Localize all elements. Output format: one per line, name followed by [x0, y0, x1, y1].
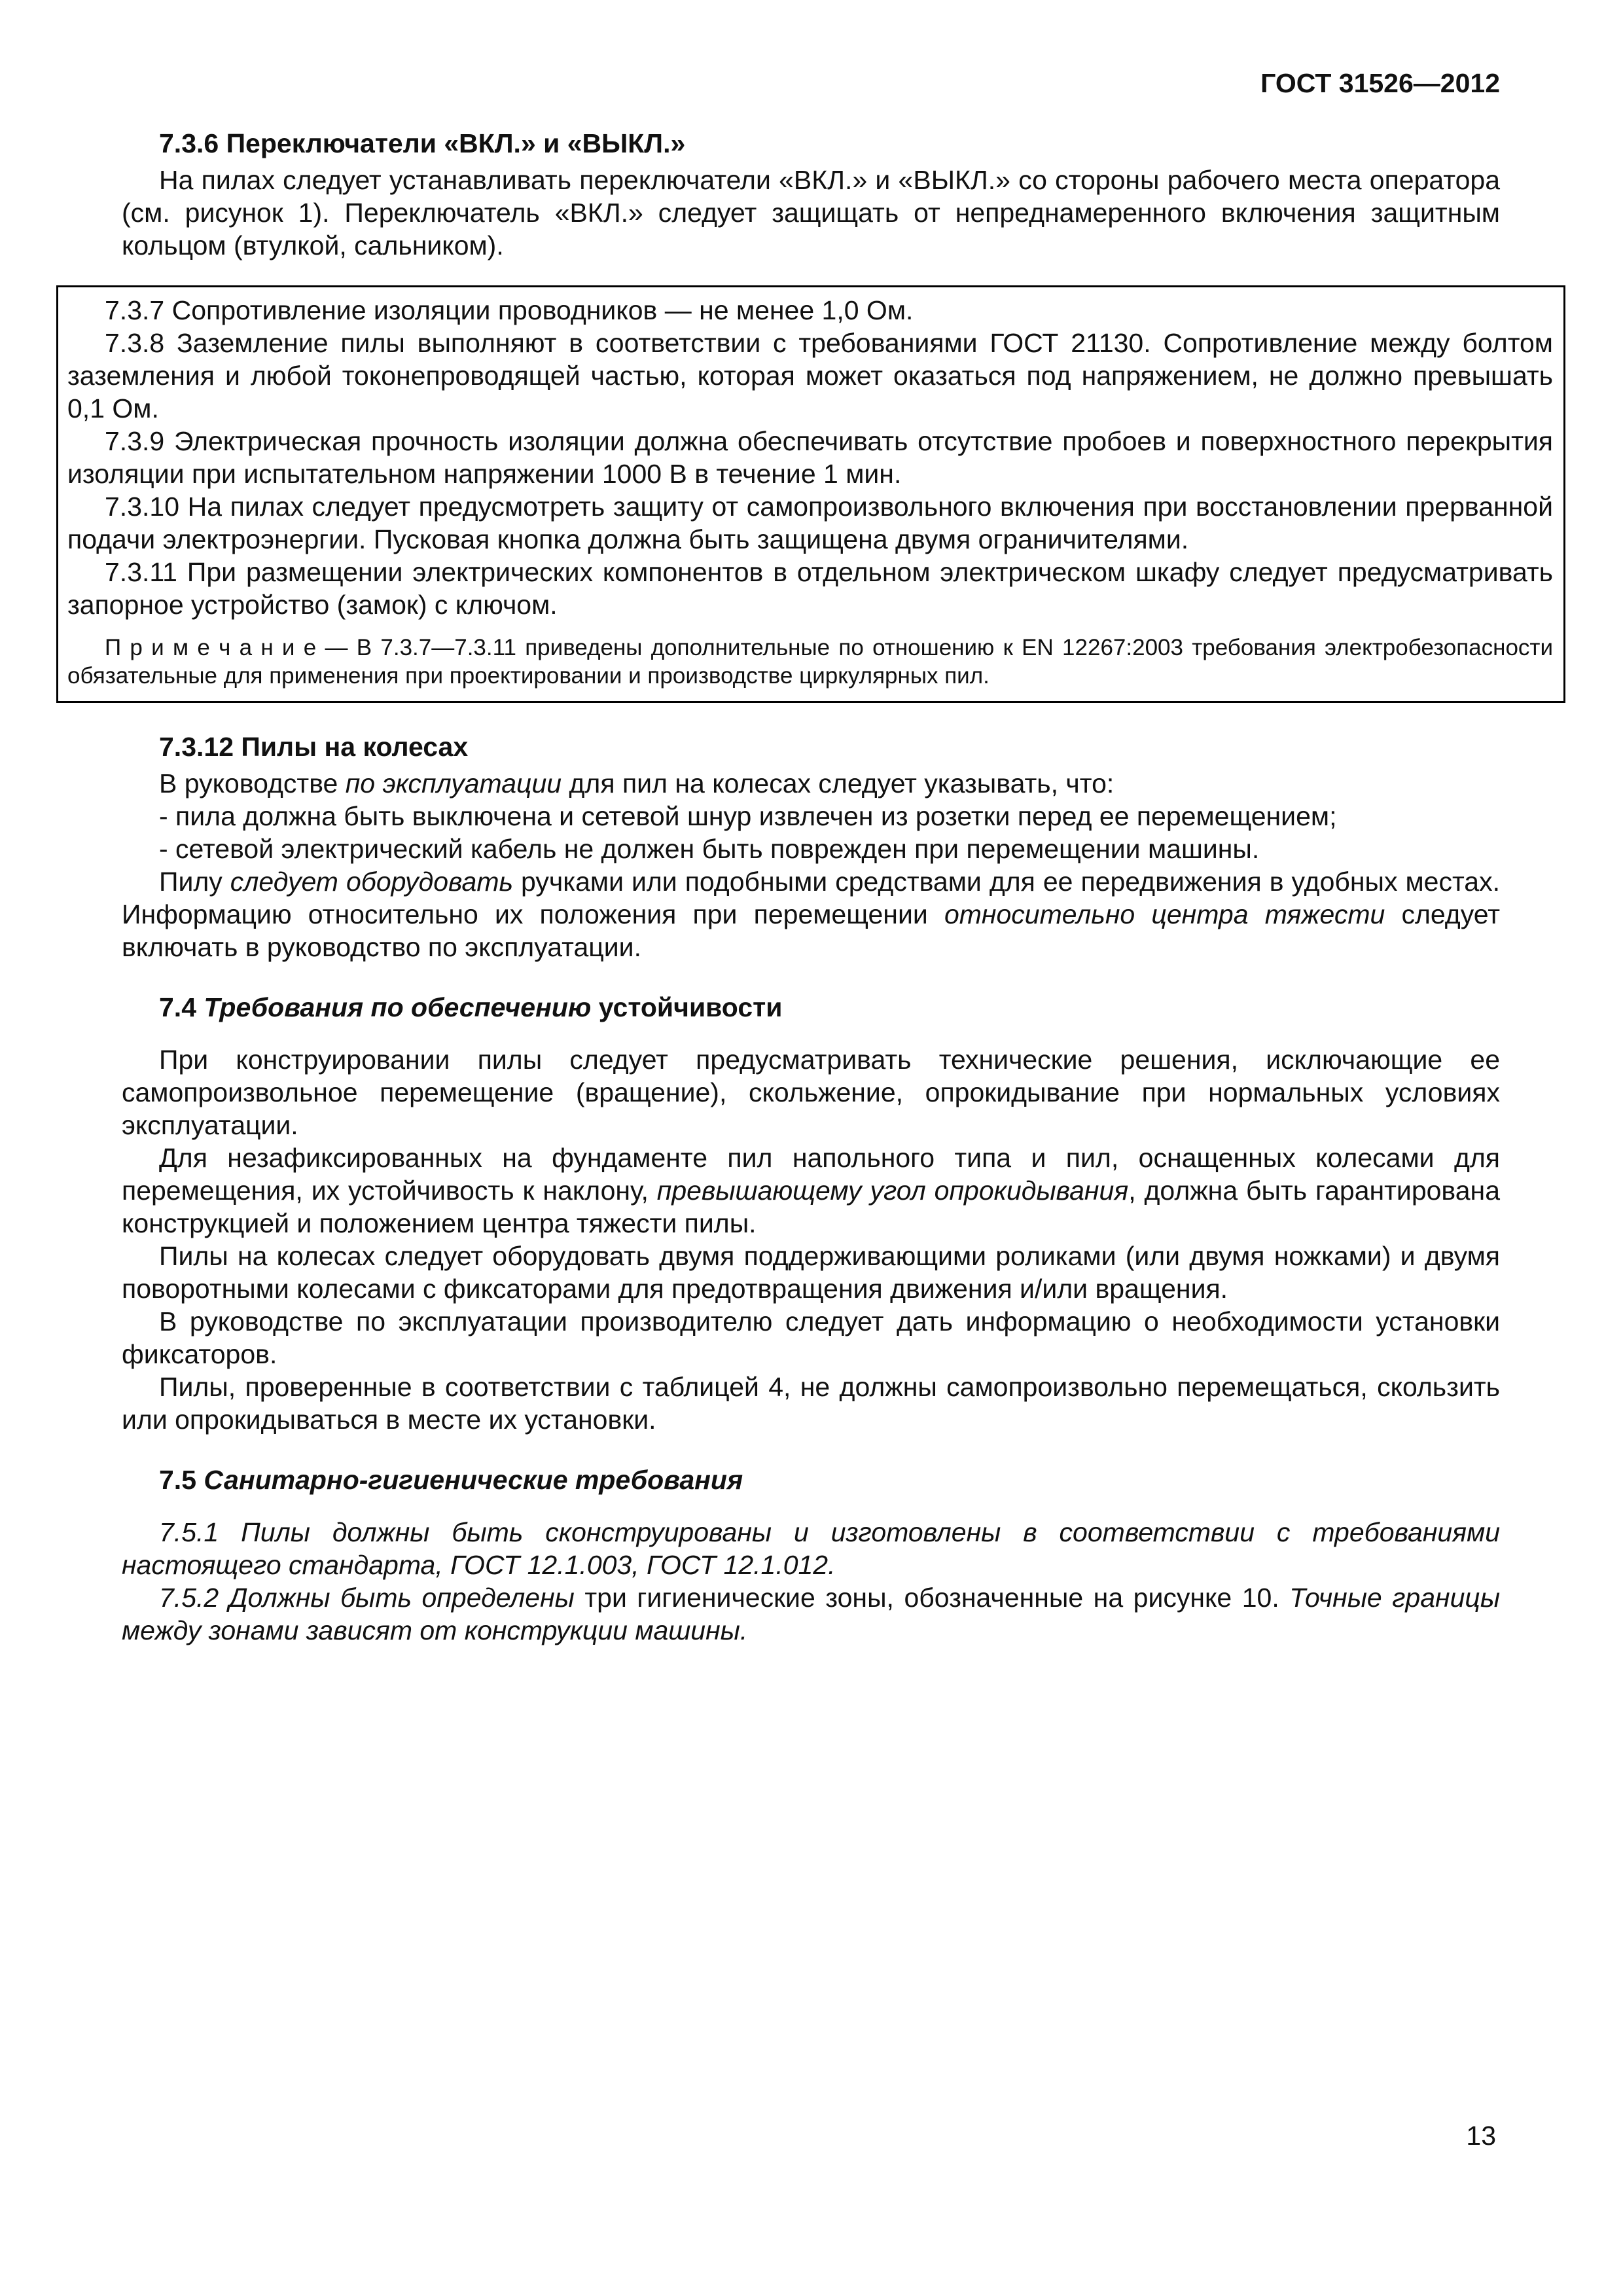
- para-7-4-rollers: [122, 1240, 1500, 1305]
- text-run: требования: [575, 1464, 743, 1495]
- para-7-3-12-handles: [122, 865, 1500, 963]
- text-run: Пилы, проверенные в соответствии с таблицей 4, не должны самопроизвольно перемещаться, скользить или опрокидываться в месте их установки.: [122, 1371, 1500, 1435]
- text-run: П р и м е ч а н и е — В 7.3.7—7.3.11 приведены дополнительные по отношению к EN 12267:2003 требования электробезопасности обязательные для применения при проектировании и производстве циркулярных пил.: [67, 635, 1553, 689]
- heading-7-5: [122, 1463, 1500, 1496]
- text-run: 7.3.10 На пилах следует предусмотреть защиту от самопроизвольного включения при восстановлении прерванной подачи электроэнергии. Пусковая кнопка должна быть защищена двумя ограничителями.: [67, 492, 1553, 555]
- text-run: три гигиенические зоны, обозначенные на рисунке 10.: [574, 1582, 1290, 1613]
- page-number: 13: [1466, 2121, 1496, 2151]
- text-run: ручками или подобными средствами для ее передвижения в удобных местах. Информацию относительно их положения при перемещении: [122, 866, 1500, 929]
- para-7-4-manual: [122, 1305, 1500, 1371]
- sections-7-3-12-to-7-5: [122, 730, 1500, 1647]
- heading-7-3-12: [122, 730, 1500, 763]
- para-7-3-6: [122, 164, 1500, 262]
- para-7-5-2: [122, 1581, 1500, 1647]
- text-run: 7.4: [159, 992, 204, 1022]
- doc-number-header: ГОСТ 31526—2012: [1260, 68, 1500, 98]
- text-run: [568, 1465, 575, 1495]
- text-run: относительно центра тяжести: [944, 899, 1385, 929]
- para-7-3-7: [67, 294, 1553, 327]
- text-run: 7.5.1 Пилы должны быть сконструированы и изготовлены в соответствии с требованиями настоящего стандарта, ГОСТ 12.1.003, ГОСТ 12.1.012.: [122, 1516, 1500, 1580]
- para-7-3-10: [67, 490, 1553, 556]
- section-7-3-6: [122, 127, 1500, 262]
- text-run: 7.3.12 Пилы на колесах: [159, 731, 469, 762]
- page-content: [67, 67, 1553, 1647]
- text-run: При конструировании пилы следует предусматривать технические решения, исключающие ее самопроизвольное перемещение (вращение), скольжение, опрокидывание при нормальных условиях эксплуатации.: [122, 1044, 1500, 1140]
- text-run: 7.5: [159, 1464, 204, 1495]
- list-item-cable: [122, 833, 1500, 865]
- text-run: В руководстве по эксплуатации производителю следует дать информацию о необходимости установки фиксаторов.: [122, 1306, 1500, 1369]
- text-run: Пилы на колесах следует оборудовать двумя поддерживающими роликами (или двумя ножками) и двумя поворотными колесами с фиксаторами для предотвращения движения и/или вращения.: [122, 1240, 1500, 1304]
- para-7-3-11: [67, 556, 1553, 621]
- text-run: следует оборудовать: [230, 866, 514, 897]
- text-run: Для незафиксированных на фундаменте пил напольного типа и пил, оснащенных колесами для перемещения, их устойчивость к наклону,: [122, 1142, 1500, 1206]
- text-run: , должна быть гарантирована конструкцией и положением центра тяжести пилы.: [122, 1175, 1500, 1238]
- text-run: следует включать в руководство по эксплуатации.: [122, 899, 1500, 962]
- heading-7-4: [122, 991, 1500, 1024]
- para-7-3-8: [67, 327, 1553, 425]
- text-run: В руководстве: [159, 768, 346, 798]
- para-7-4-design: [122, 1043, 1500, 1141]
- text-run: для пил на колесах следует указывать, что:: [562, 768, 1115, 798]
- text-run: устойчивости: [591, 992, 783, 1022]
- heading-7-3-6: [122, 127, 1500, 160]
- para-7-3-12-intro: [122, 767, 1500, 800]
- text-run: 7.3.9 Электрическая прочность изоляции должна обеспечивать отсутствие пробоев и поверхностного перекрытия изоляции при испытательном напряжении 1000 В в течение 1 мин.: [67, 426, 1553, 490]
- boxed-requirements-7-3-7-to-7-3-11: [56, 285, 1565, 703]
- text-run: - пила должна быть выключена и сетевой шнур извлечен из розетки перед ее перемещением;: [159, 800, 1337, 831]
- para-7-3-9: [67, 425, 1553, 490]
- para-7-4-table4: [122, 1371, 1500, 1436]
- note-electrical-safety: [67, 634, 1553, 690]
- text-run: 7.3.6 Переключатели «ВКЛ.» и «ВЫКЛ.»: [159, 128, 686, 159]
- para-7-4-tilt: [122, 1141, 1500, 1240]
- text-run: превышающему угол опрокидывания: [656, 1175, 1129, 1206]
- text-run: 7.3.8 Заземление пилы выполняют в соответствии с требованиями ГОСТ 21130. Сопротивление между болтом заземления и любой токонепроводящей частью, которая может оказаться под напряжением, не должно превышать 0,1 Ом.: [67, 328, 1553, 424]
- text-run: Точные границы между зонами зависят от конструкции машины.: [122, 1582, 1500, 1645]
- text-run: по эксплуатации: [345, 768, 562, 798]
- para-7-5-1: [122, 1516, 1500, 1581]
- list-item-power-off: [122, 800, 1500, 833]
- text-run: На пилах следует устанавливать переключатели «ВКЛ.» и «ВЫКЛ.» со стороны рабочего места оператора (см. рисунок 1). Переключатель «ВКЛ.» следует защищать от непреднамеренного включения защитным кольцом (втулкой, сальником).: [122, 165, 1500, 261]
- text-run: 7.5.2 Должны быть определены: [159, 1582, 575, 1613]
- text-run: Санитарно-гигиенические: [204, 1464, 568, 1495]
- text-run: - сетевой электрический кабель не должен быть поврежден при перемещении машины.: [159, 833, 1260, 864]
- text-run: 7.3.11 При размещении электрических компонентов в отдельном электрическом шкафу следует предусматривать запорное устройство (замок) с ключом.: [67, 557, 1553, 620]
- text-run: 7.3.7 Сопротивление изоляции проводников — не менее 1,0 Ом.: [105, 295, 914, 326]
- text-run: Пилу: [159, 866, 230, 897]
- text-run: Требования по обеспечению: [204, 992, 592, 1022]
